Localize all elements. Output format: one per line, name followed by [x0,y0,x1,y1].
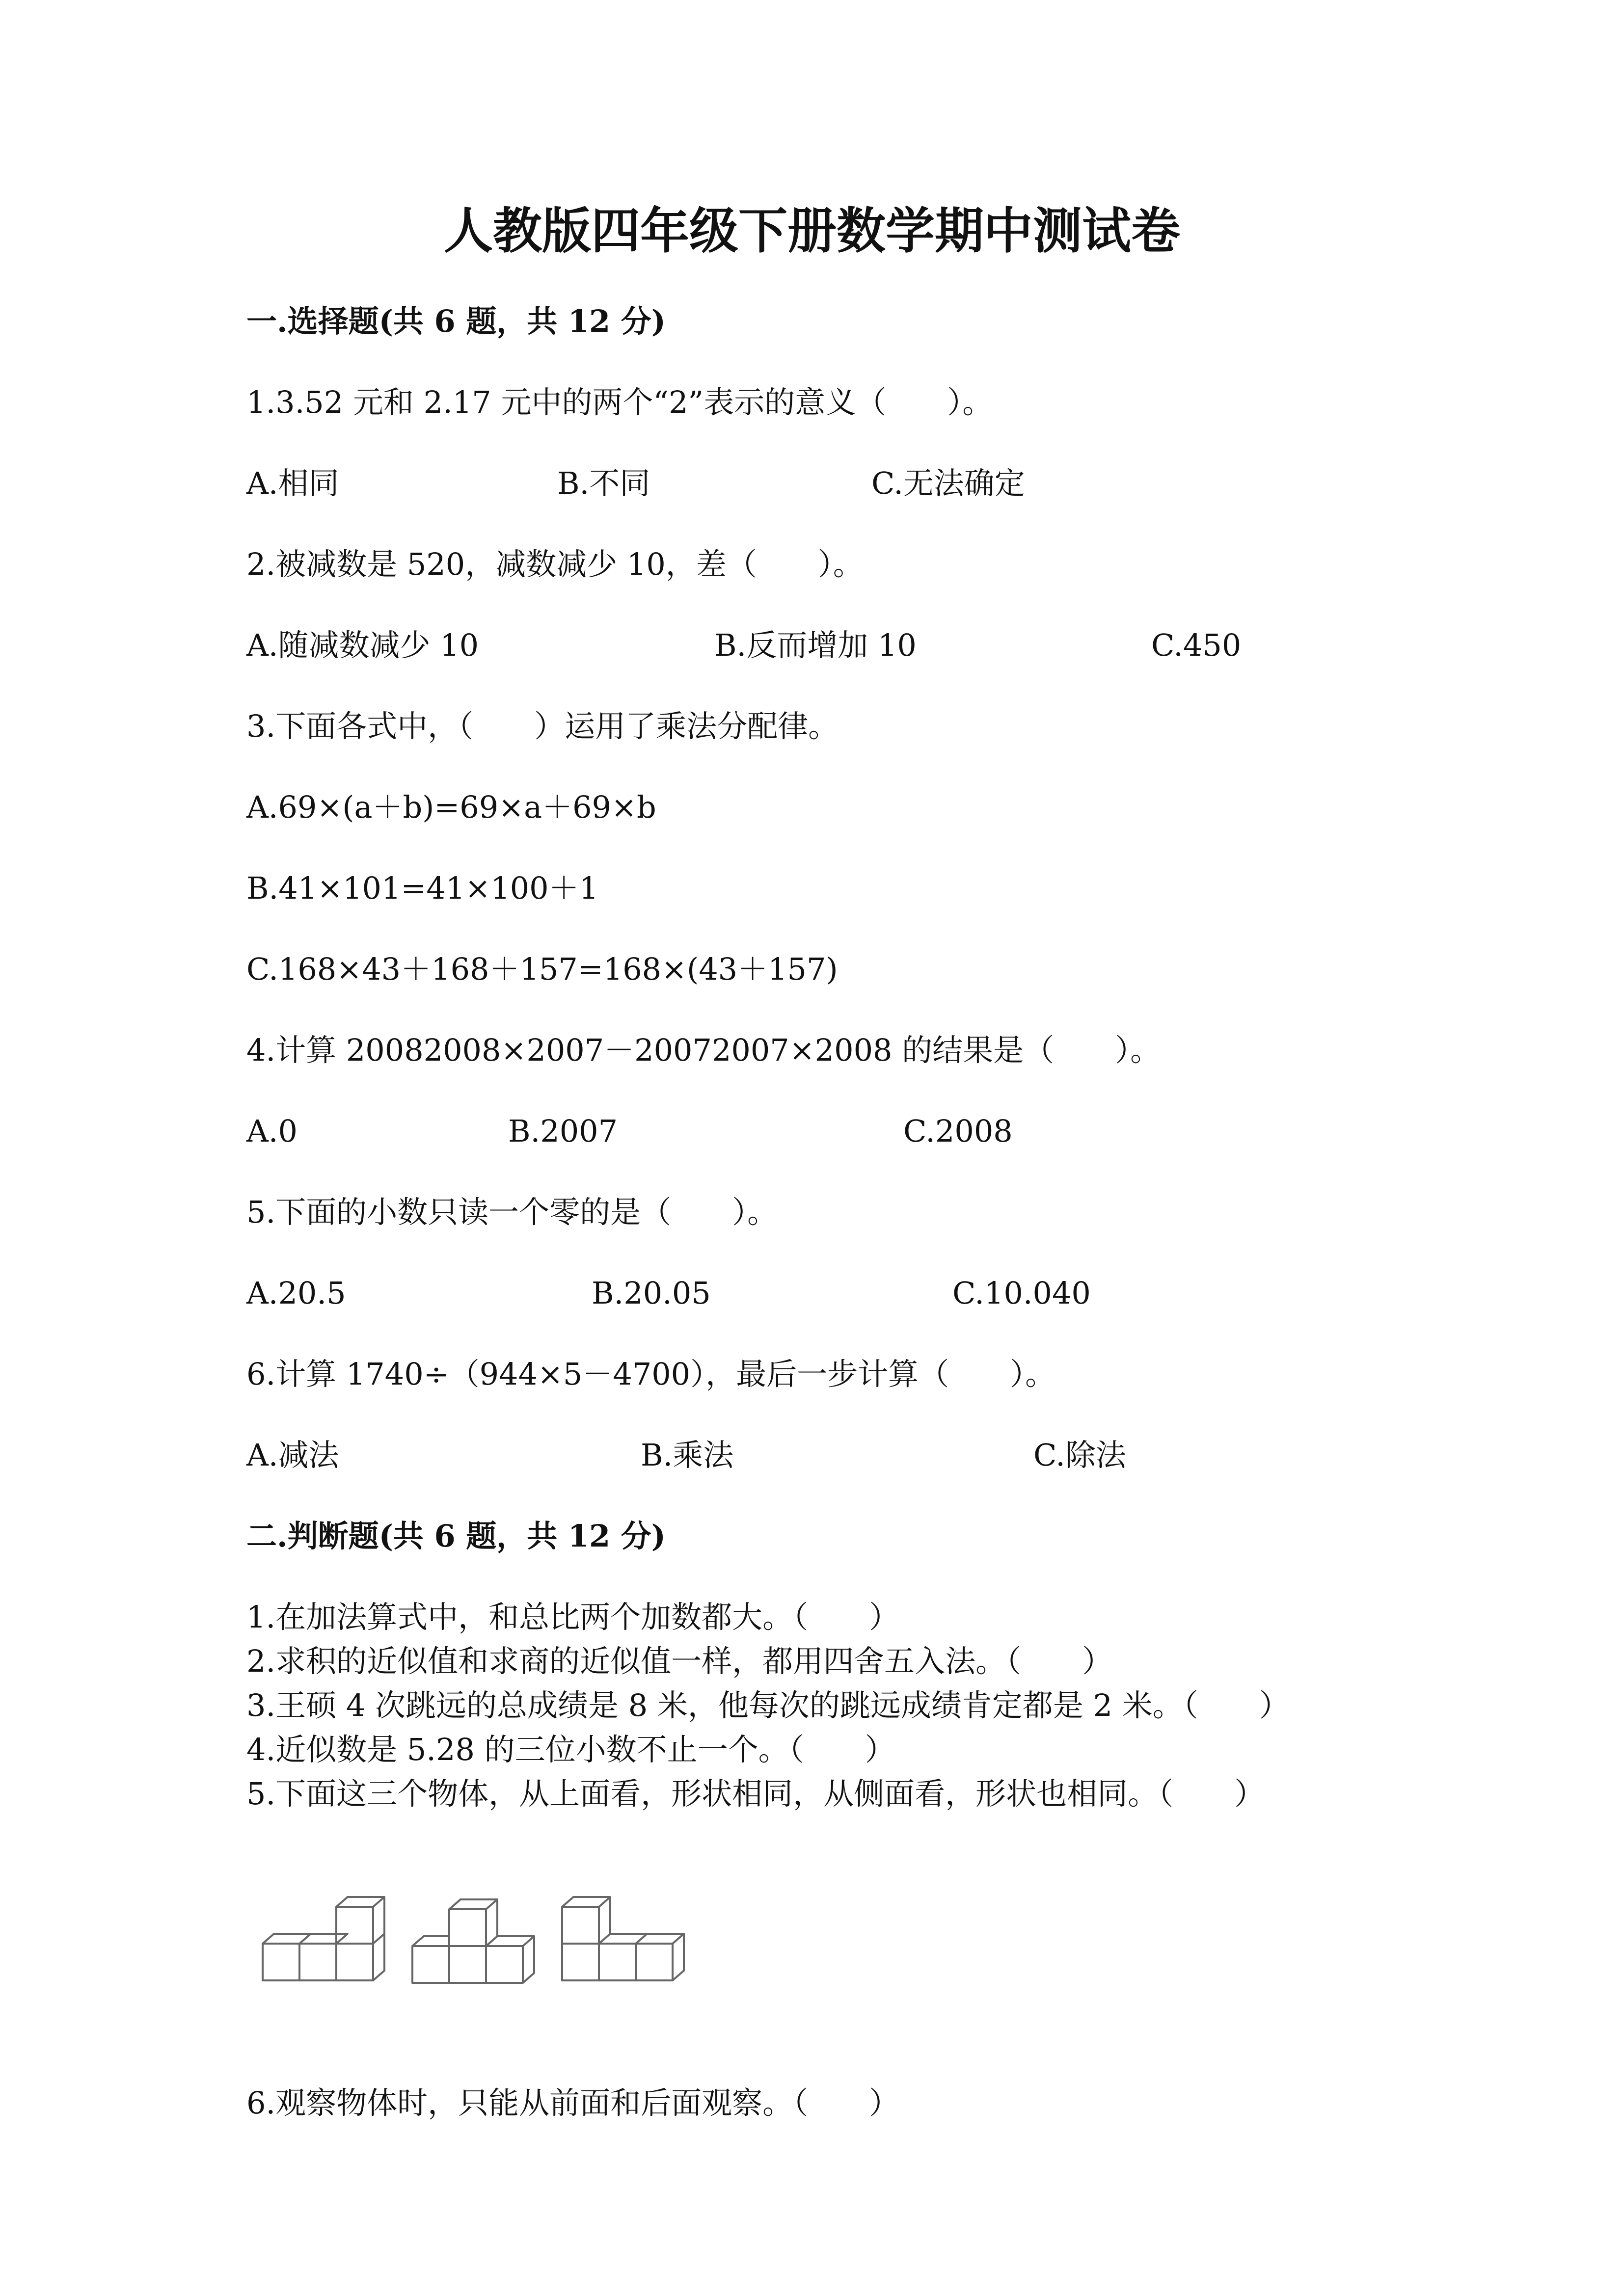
option-1-6-b: B.乘法 [641,1437,734,1473]
option-1-5-a: A.20.5 [246,1275,346,1311]
question-1-3: 3.下面各式中，（ ）运用了乘法分配律。 [246,708,839,744]
judgement-4: 4.近似数是 5.28 的三位小数不止一个。（ ） [246,1732,895,1767]
question-1-2: 2.被减数是 520，减数减少 10，差（ ）。 [246,546,864,582]
question-1-4: 4.计算 20082008×2007－20072007×2008 的结果是（ ）。 [246,1032,1161,1068]
cube-arrangements-figure [255,1890,697,1988]
option-1-4-c: C.2008 [903,1113,1013,1149]
option-1-1-a: A.相同 [246,465,339,501]
section-heading-judgement: 二.判断题(共 6 题，共 12 分) [246,1518,666,1554]
cube-object-3 [562,1897,684,1980]
option-1-3-b: B.41×101=41×100＋1 [246,870,599,906]
option-1-6-a: A.减法 [246,1437,339,1473]
cube-object-2 [412,1899,534,1983]
question-1-5: 5.下面的小数只读一个零的是（ ）。 [246,1194,778,1230]
page-title: 人教版四年级下册数学期中测试卷 [444,202,1180,260]
option-1-4-b: B.2007 [508,1113,618,1149]
judgement-2: 2.求积的近似值和求商的近似值一样，都用四舍五入法。（ ） [246,1643,1113,1679]
judgement-1: 1.在加法算式中，和总比两个加数都大。（ ） [246,1599,900,1635]
option-1-5-c: C.10.040 [952,1275,1091,1311]
question-1-1: 1.3.52 元和 2.17 元中的两个“2”表示的意义（ ）。 [246,384,993,420]
judgement-3: 3.王硕 4 次跳远的总成绩是 8 米，他每次的跳远成绩肯定都是 2 米。（ ） [246,1687,1290,1723]
option-1-3-a: A.69×(a＋b)=69×a＋69×b [246,789,656,825]
option-1-1-b: B.不同 [557,465,650,501]
judgement-6: 6.观察物体时，只能从前面和后面观察。（ ） [246,2085,900,2121]
question-1-6: 6.计算 1740÷（944×5－4700），最后一步计算（ ）。 [246,1356,1056,1392]
option-1-6-c: C.除法 [1033,1437,1126,1473]
option-1-4-a: A.0 [246,1113,298,1149]
option-1-5-b: B.20.05 [592,1275,711,1311]
section-heading-choice: 一.选择题(共 6 题，共 12 分) [246,303,666,339]
option-1-2-c: C.450 [1151,627,1242,663]
option-1-2-a: A.随减数减少 10 [246,627,479,663]
option-1-3-c: C.168×43＋168＋157=168×(43＋157) [246,951,838,987]
cube-object-1 [263,1897,384,1980]
option-1-1-c: C.无法确定 [871,465,1025,501]
judgement-5: 5.下面这三个物体，从上面看，形状相同，从侧面看，形状也相同。（ ） [246,1776,1265,1812]
option-1-2-b: B.反而增加 10 [714,627,917,663]
